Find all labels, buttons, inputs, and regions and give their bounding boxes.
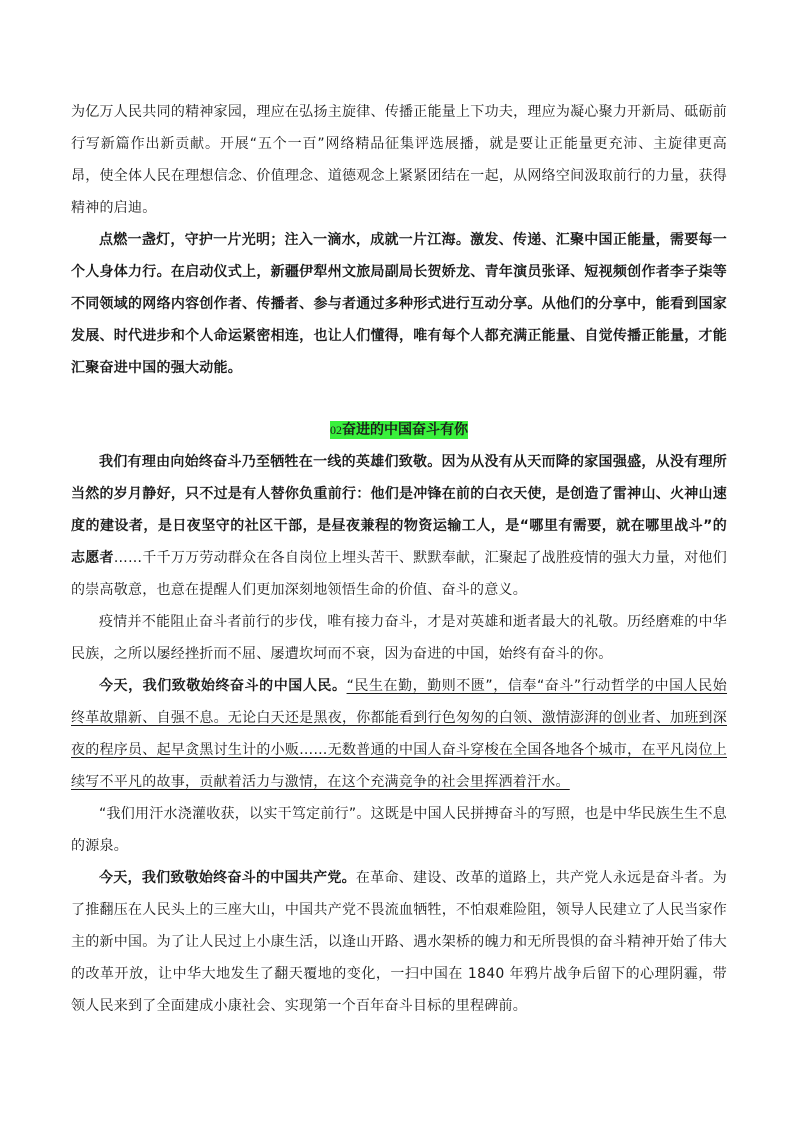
section-heading xyxy=(71,414,727,446)
tribute-party-rest: 在革命、建设、改革的道路上，共产党人永远是奋斗者。为了推翻压在人民头上的三座大山，中国共产党不畏流血牺牲，不怕艰难险阻，领导人民建立了人民当家作主的新中国。为了让人民过上小康生活，以逢山开路、遇水架桥的魄力和无所畏惧的奋斗精神开始了伟大的改革开放，让中华大地发生了翻天覆地的变化，一扫中国在 1840 年鸦片战争后留下的心理阴霾，带领人民来到了全面建成小康社会、实现第一个百年奋斗目标的里程碑前。 xyxy=(71,870,728,1014)
paragraph-tribute-party xyxy=(71,862,727,1022)
tribute-heroes-rest: ……千千万万劳动群众在各自岗位上埋头苦干、默默奉献，汇聚起了战胜疫情的强大力量，对他们的崇高敬意，也意在提醒人们更加深刻地领悟生命的价值、奋斗的意义。 xyxy=(71,550,728,598)
paragraph-pandemic-relay: 疫情并不能阻止奋斗者前行的步伐，唯有接力奋斗，才是对英雄和逝者最大的礼敬。历经磨难的中华民族，之所以屡经挫折而不屈、屡遭坎坷而不衰，因为奋进的中国，始终有奋斗的你。 xyxy=(71,614,727,662)
document-page xyxy=(71,96,727,1022)
tribute-people-bold: 今天，我们致敬始终奋斗的中国人民。 xyxy=(99,678,347,694)
paragraph-tribute-people xyxy=(71,670,727,798)
paragraph-tribute-heroes xyxy=(71,446,727,606)
paragraph-sweat-quote: “我们用汗水浇灌收获，以实干笃定前行”。这既是中国人民拼搏奋斗的写照，也是中华民族生生不息的源泉。 xyxy=(71,806,727,854)
tribute-heroes-bold: 我们有理由向始终奋斗乃至牺牲在一线的英雄们致敬。因为从没有从天而降的家国强盛，从没有理所当然的岁月静好，只不过是有人替你负重前行：他们是冲锋在前的白衣天使，是创造了雷神山、火神山速度的建设者，是日夜坚守的社区干部，是昼夜兼程的物资运输工人，是“哪里有需要，就在哪里战斗”的志愿者 xyxy=(71,454,727,566)
heading-title: 奋进的中国奋斗有你 xyxy=(342,422,468,438)
tribute-people-underlined: “民生在勤，勤则不匮”，信奉“奋斗”行动哲学的中国人民始终革故鼎新、自强不息。无论白天还是黑夜，你都能看到行色匆匆的白领、激情澎湃的创业者、加班到深夜的程序员、起早贪黑讨生计的小贩……无数普通的中国人奋斗穿梭在全国各地各个城市，在平凡岗位上续写不平凡的故事，贡献着活力与激情，在这个充满竞争的社会里挥洒着汗水。 xyxy=(71,678,728,790)
heading-number: 02 xyxy=(330,423,342,437)
heading-highlight xyxy=(330,421,468,439)
tribute-party-bold: 今天，我们致敬始终奋斗的中国共产党。 xyxy=(99,870,356,886)
paragraph-intro-continued: 为亿万人民共同的精神家园，理应在弘扬主旋律、传播正能量上下功夫，理应为凝心聚力开新局、砥砺前行写新篇作出新贡献。开展“五个一百”网络精品征集评选展播，就是要让正能量更充沛、主旋律更高昂，使全体人民在理想信念、价值理念、道德观念上紧紧团结在一起，从网络空间汲取前行的力量，获得精神的启迪。 xyxy=(71,104,727,216)
paragraph-lighting-lamp: 点燃一盏灯，守护一片光明；注入一滴水，成就一片江海。激发、传递、汇聚中国正能量，需要每一个人身体力行。在启动仪式上，新疆伊犁州文旅局副局长贺娇龙、青年演员张译、短视频创作者李子柒等不同领域的网络内容创作者、传播者、参与者通过多种形式进行互动分享。从他们的分享中，能看到国家发展、时代进步和个人命运紧密相连，也让人们懂得，唯有每个人都充满正能量、自觉传播正能量，才能汇聚奋进中国的强大动能。 xyxy=(71,232,727,376)
